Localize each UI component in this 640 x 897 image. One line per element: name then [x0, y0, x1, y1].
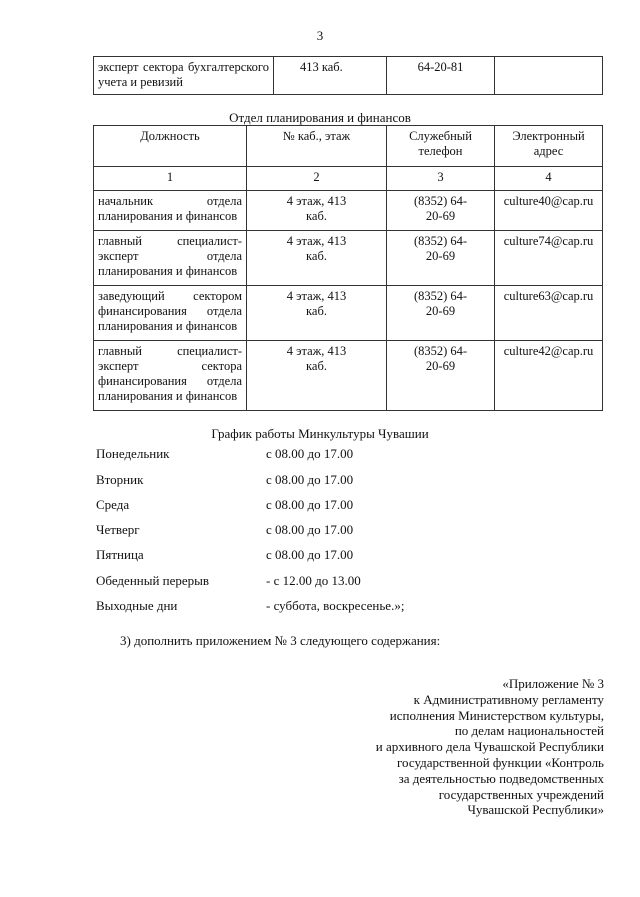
schedule-hours: с 08.00 до 17.00: [266, 547, 354, 562]
room-cell: 4 этаж, 413 каб.: [247, 286, 387, 341]
col-number: 3: [387, 167, 495, 191]
header-phone: Служебный телефон: [387, 126, 495, 167]
table-row: [94, 286, 603, 341]
position-cell: главный специалист-эксперт отдела планирования и финансов: [94, 231, 247, 286]
table-row: [94, 191, 603, 231]
phone-cell: (8352) 64-20-69: [387, 286, 495, 341]
position-cell: заведующий сектором финансирования отдела планирования и финансов: [94, 286, 247, 341]
appendix-line: Чувашской Республики»: [467, 802, 604, 818]
appendix-heading: [376, 676, 604, 818]
appendix-line: к Административному регламенту: [413, 691, 604, 707]
schedule-title: График работы Минкультуры Чувашии: [211, 426, 429, 441]
position-cell: главный специалист-эксперт сектора финансирования отдела планирования и финансов: [94, 341, 247, 411]
email-cell: [495, 57, 603, 95]
department-title: Отдел планирования и финансов: [229, 110, 411, 125]
table-row: [94, 231, 603, 286]
schedule-hours: - с 12.00 до 13.00: [266, 573, 361, 588]
column-number-row: [94, 167, 603, 191]
phone-cell: (8352) 64-20-69: [387, 191, 495, 231]
phone-cell: (8352) 64-20-69: [387, 231, 495, 286]
schedule-hours: с 08.00 до 17.00: [266, 497, 354, 512]
schedule-row: [96, 497, 516, 513]
appendix-line: за деятельностью подведомственных: [398, 770, 604, 786]
phone-cell: 64-20-81: [387, 57, 495, 95]
col-number: 4: [495, 167, 603, 191]
continuation-table: [93, 56, 603, 95]
schedule-day: Среда: [96, 497, 130, 512]
schedule-row: [96, 472, 516, 488]
schedule-day: Обеденный перерыв: [96, 573, 210, 588]
schedule-day: Вторник: [96, 472, 144, 487]
email-cell: culture74@cap.ru: [495, 231, 603, 286]
table-row: [94, 341, 603, 411]
department-table: [93, 125, 603, 411]
page-number: 3: [316, 28, 324, 43]
room-cell: 413 каб.: [274, 57, 387, 95]
appendix-line: государственных учреждений: [438, 786, 604, 802]
room-cell: 4 этаж, 413 каб.: [247, 191, 387, 231]
schedule-day: Понедельник: [96, 446, 170, 461]
schedule-hours: - суббота, воскресенье.»;: [266, 598, 405, 613]
schedule-day: Пятница: [96, 547, 144, 562]
appendix-line: «Приложение № 3: [502, 676, 604, 691]
phone-cell: (8352) 64-20-69: [387, 341, 495, 411]
header-row: [94, 126, 603, 167]
col-number: 1: [94, 167, 247, 191]
schedule-row: [96, 598, 516, 614]
schedule-day: Выходные дни: [96, 598, 178, 613]
schedule-day: Четверг: [96, 522, 140, 537]
schedule-hours: с 08.00 до 17.00: [266, 472, 354, 487]
email-cell: culture63@cap.ru: [495, 286, 603, 341]
position-cell: начальник отдела планирования и финансов: [94, 191, 247, 231]
email-cell: culture42@cap.ru: [495, 341, 603, 411]
appendix-line: государственной функции «Контроль: [397, 754, 604, 770]
amendment-text: 3) дополнить приложением № 3 следующего содержания:: [120, 633, 441, 648]
col-number: 2: [247, 167, 387, 191]
schedule-row: [96, 547, 516, 563]
position-cell: эксперт сектора бухгалтерского учета и ревизий: [94, 57, 274, 95]
appendix-line: исполнения Министерством культуры,: [389, 707, 604, 723]
email-cell: culture40@cap.ru: [495, 191, 603, 231]
appendix-line: по делам национальностей: [454, 723, 604, 739]
table-row: [94, 57, 603, 95]
schedule-row: [96, 573, 516, 589]
schedule-row: [96, 446, 516, 462]
schedule-hours: с 08.00 до 17.00: [266, 522, 354, 537]
appendix-line: и архивного дела Чувашской Республики: [375, 739, 604, 755]
schedule-row: [96, 522, 516, 538]
schedule-hours: с 08.00 до 17.00: [266, 446, 354, 461]
header-room: № каб., этаж: [247, 126, 387, 167]
header-email: Электронный адрес: [495, 126, 603, 167]
header-position: Должность: [94, 126, 247, 167]
room-cell: 4 этаж, 413 каб.: [247, 341, 387, 411]
room-cell: 4 этаж, 413 каб.: [247, 231, 387, 286]
